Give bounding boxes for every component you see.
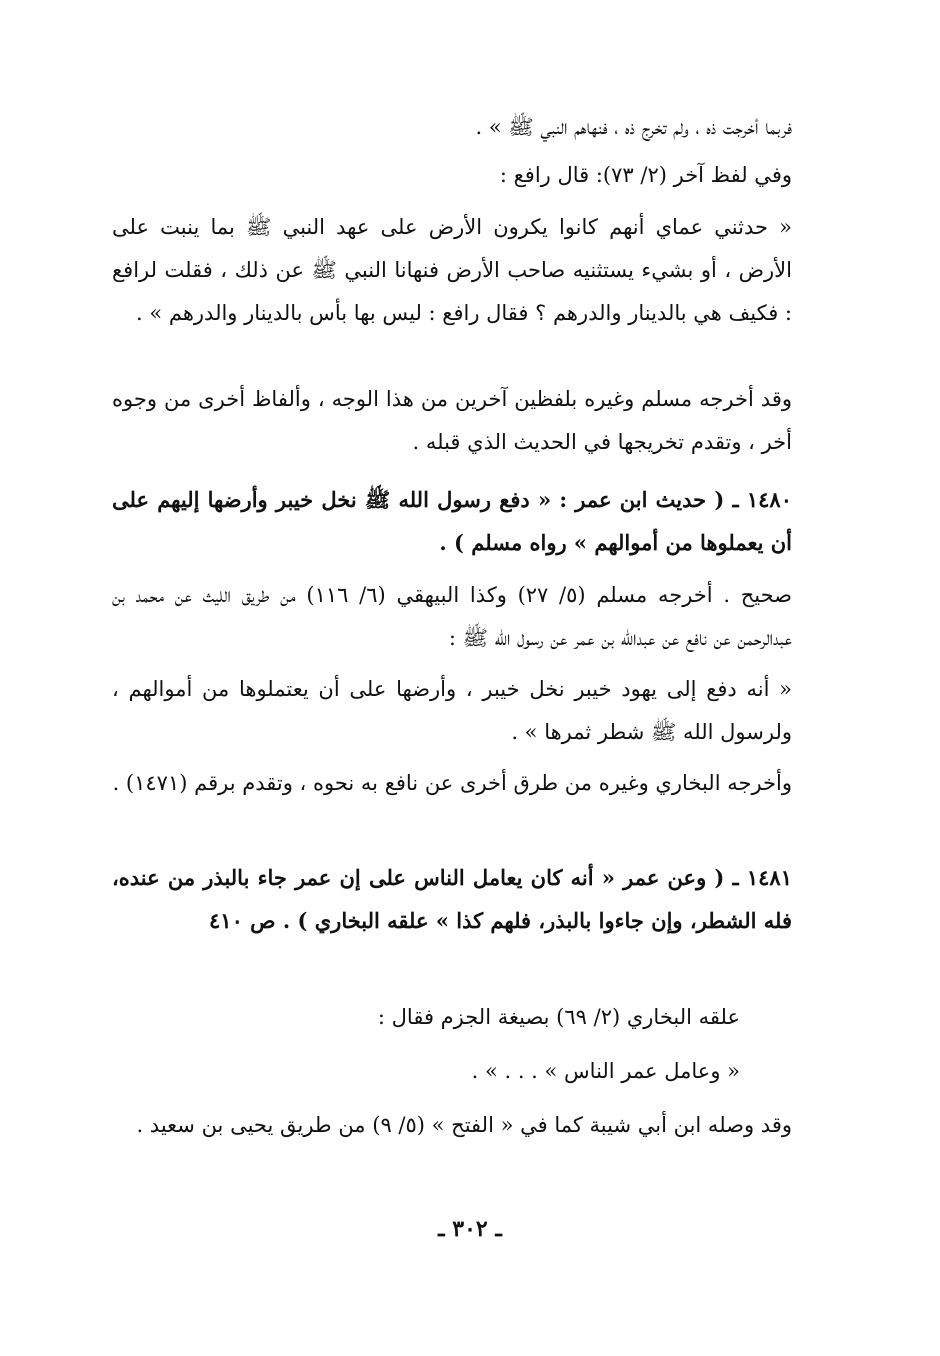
paragraph-prohibition-end: فربما أخرجت ذه ، ولم تخرج ذه ، فنهاهم النبي ﷺ » .: [475, 115, 792, 139]
hadith-1481: ١٤٨١ ـ ( وعن عمر « أنه كان يعامل الناس على إن عمر جاء بالبذر من عنده، فله الشطر، وإن جاءوا بالبذر، فلهم كذا » علقه البخاري ) . ص ٤١٠: [112, 865, 792, 933]
paragraph-khaybar-text: « أنه دفع إلى يهود خيبر نخل خيبر ، وأرضها على أن يعتملوها من أموالهم ، ولرسول الله ﷺ شطر ثمرها » .: [112, 677, 792, 744]
hadith-1480: ١٤٨٠ ـ ( حديث ابن عمر : « دفع رسول الله ﷺ نخل خيبر وأرضها إليهم على أن يعملوها من أموالهم » رواه مسلم ) .: [112, 487, 792, 555]
paragraph-umar-quote: « وعامل عمر الناس » . . . » .: [471, 1059, 740, 1083]
paragraph-ibn-abi-shaybah: وقد وصله ابن أبي شيبة كما في « الفتح » (٥/ ٩) من طريق يحيى بن سعيد .: [136, 1113, 792, 1137]
paragraph-bukhari-muallaq: علقه البخاري (٢/ ٦٩) بصيغة الجزم فقال :: [377, 1005, 740, 1029]
page-number: ـ ٣٠٢ ـ: [438, 1216, 502, 1242]
paragraph-rafi-hadith: « حدثني عماي أنهم كانوا يكرون الأرض على عهد النبي ﷺ بما ينبت على الأرض ، أو بشيء يستثنيه صاحب الأرض فنهانا النبي ﷺ عن ذلك ، فقلت لرافع : فكيف هي بالدينار والدرهم ؟ فقال رافع : ليس بها بأس بالدينار والدرهم » .: [112, 215, 792, 325]
paragraph-takhrij-1480: صحيح . أخرجه مسلم (٥/ ٢٧) وكذا البيهقي (٦/ ١١٦) من طريق الليث عن محمد بن عبدالرحمن عن نافع عن عبدالله بن عمر عن رسول الله ﷺ :: [112, 583, 792, 650]
paragraph-muslim-wordings: وقد أخرجه مسلم وغيره بلفظين آخرين من هذا الوجه ، وألفاظ أخرى من وجوه أخر ، وتقدم تخريجها في الحديث الذي قبله .: [112, 387, 792, 454]
paragraph-bukhari-other-routes: وأخرجه البخاري وغيره من طرق أخرى عن نافع به نحوه ، وتقدم برقم (١٤٧١) .: [112, 771, 792, 795]
paragraph-other-wording: وفي لفظ آخر (٢/ ٧٣): قال رافع :: [499, 163, 792, 187]
